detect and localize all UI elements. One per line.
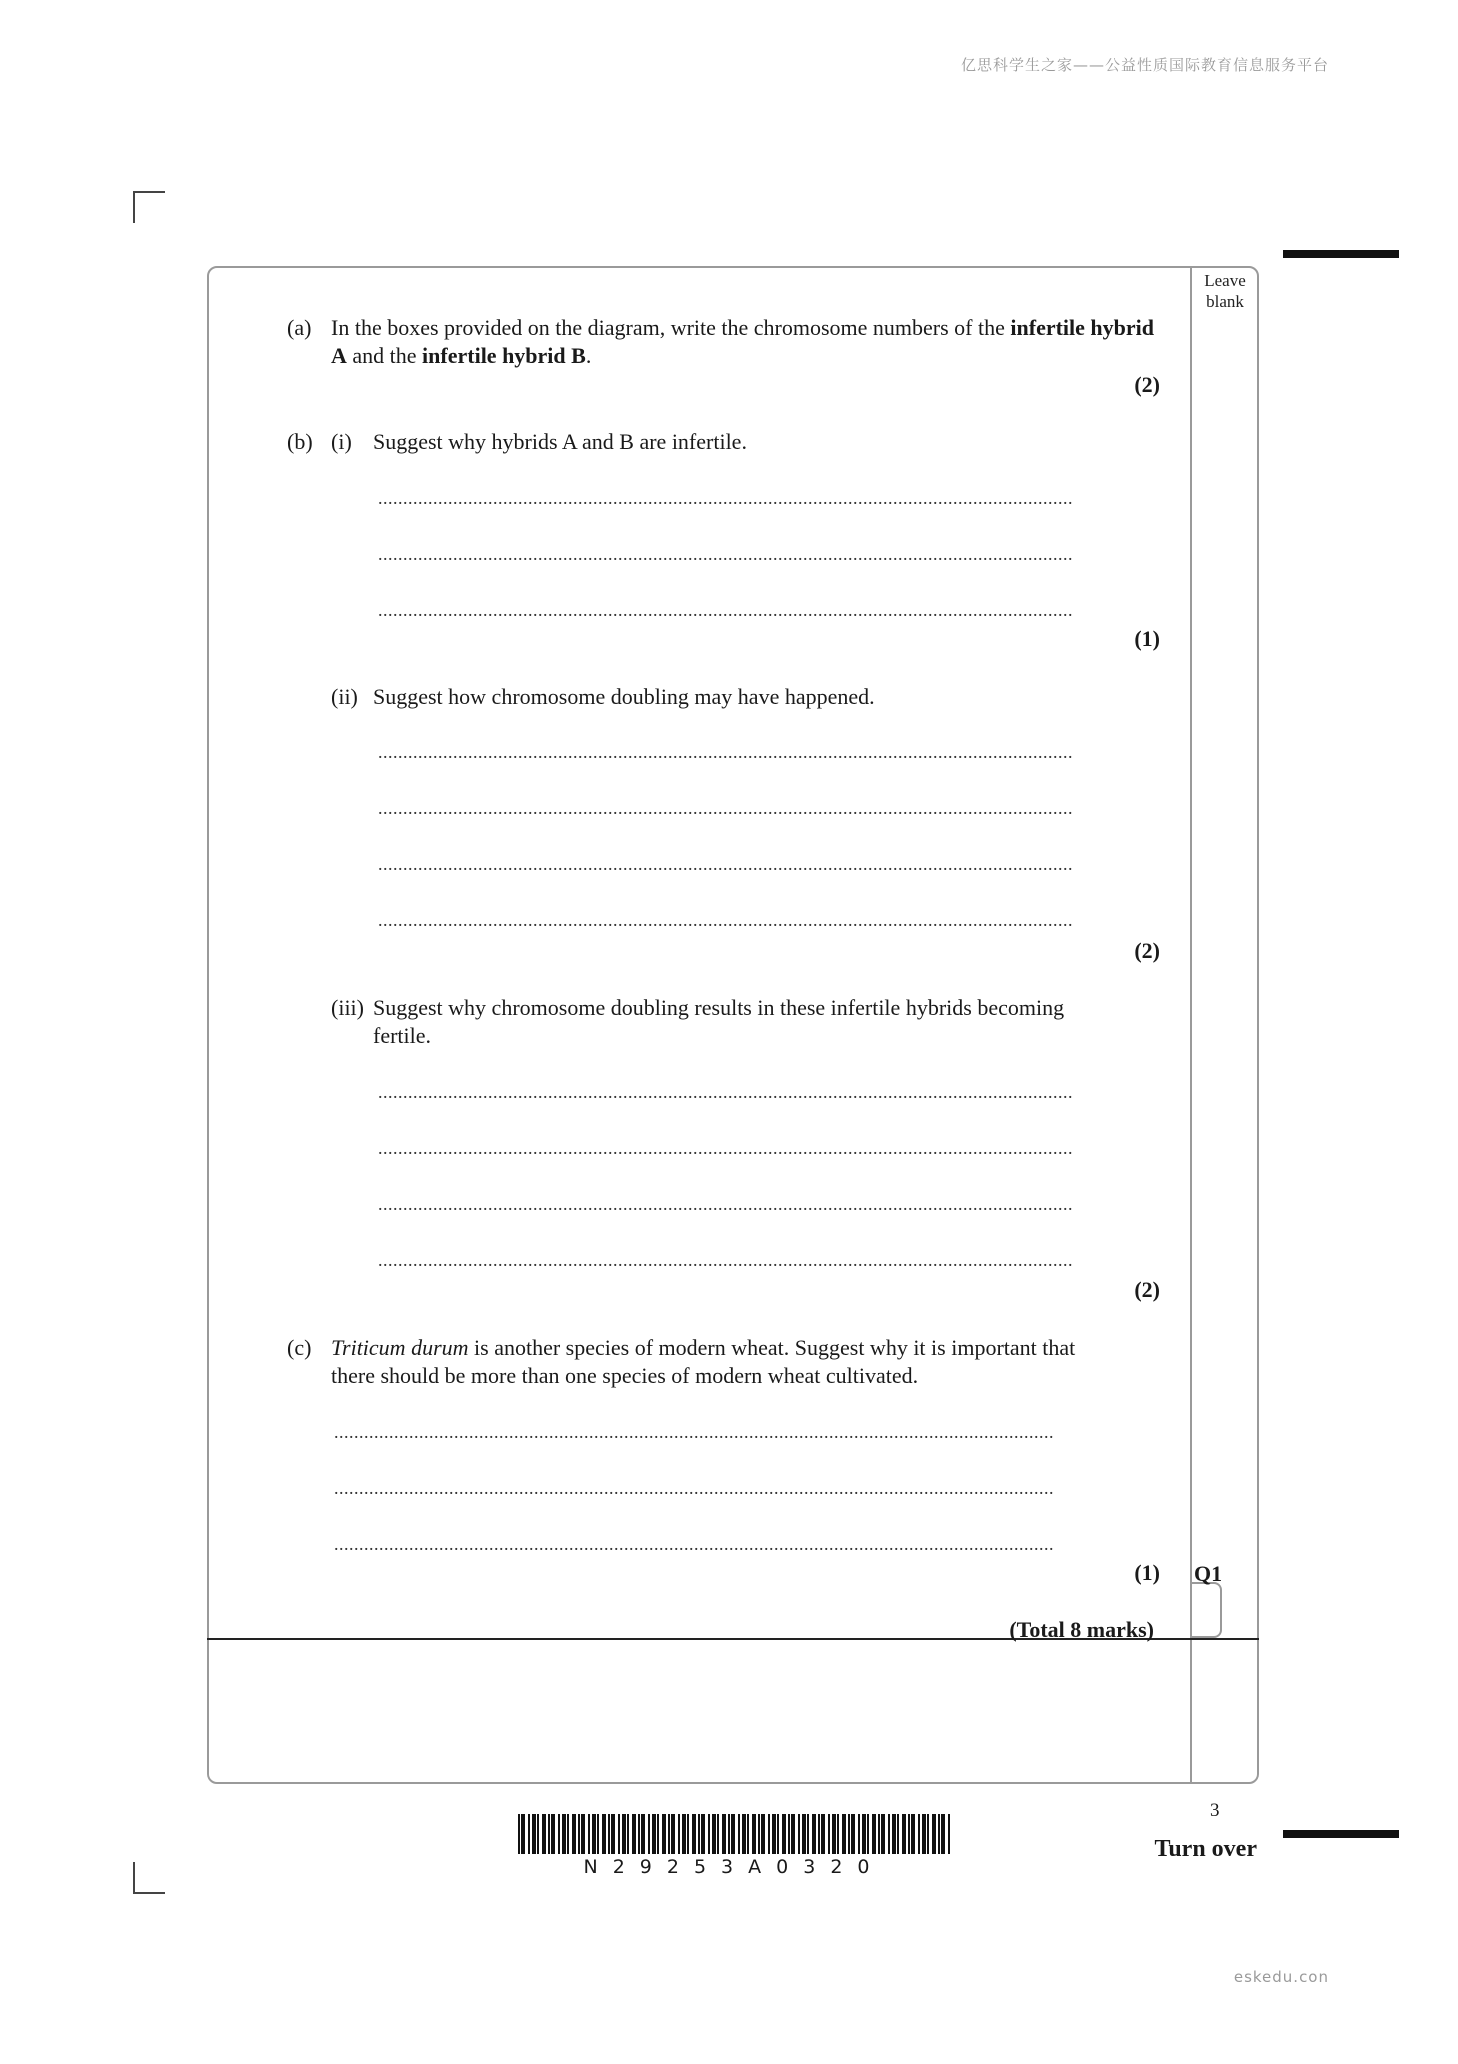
barcode-bar: [657, 1814, 659, 1854]
q-b-i-label: (i): [331, 429, 352, 454]
answer-line-b-ii-3[interactable]: ...........................................................................................................................................: [378, 854, 1073, 874]
crop-mark-bottom-left: [133, 1862, 135, 1894]
barcode-bar: [791, 1814, 795, 1854]
barcode-bar: [911, 1814, 915, 1854]
leave-blank-label: Leave blank: [1204, 271, 1246, 311]
header-site-text: 亿思科学生之家——公益性质国际教育信息服务平台: [960, 56, 1329, 74]
answer-line-c-3[interactable]: ................................................................................................................................................: [334, 1534, 1054, 1554]
barcode-bar: [687, 1814, 689, 1854]
q-b-i-marks: (1): [1134, 626, 1160, 651]
barcode-bar: [821, 1814, 825, 1854]
barcode-bar: [747, 1814, 749, 1854]
barcode-bar: [572, 1814, 576, 1854]
barcode-bar: [698, 1814, 700, 1854]
barcode-bar: [528, 1814, 530, 1854]
barcode-bar: [588, 1814, 590, 1854]
barcode-text: N29253A0320: [583, 1856, 885, 1878]
barcode-bar: [892, 1814, 896, 1854]
barcode-bar: [738, 1814, 740, 1854]
barcode-bar: [802, 1814, 806, 1854]
answer-line-b-i-2[interactable]: ...........................................................................................................................................: [378, 544, 1073, 564]
barcode-bar: [828, 1814, 830, 1854]
barcode-bar: [752, 1814, 756, 1854]
answer-line-b-ii-1[interactable]: ...........................................................................................................................................: [378, 742, 1073, 762]
barcode-bar: [597, 1814, 599, 1854]
barcode-bar: [708, 1814, 710, 1854]
barcode-bar: [608, 1814, 610, 1854]
barcode-bar: [837, 1814, 839, 1854]
barcode-bar: [537, 1814, 539, 1854]
barcode-bar: [551, 1814, 555, 1854]
q-c-text-line1: Triticum durum is another species of modern wheat. Suggest why it is important that: [331, 1335, 1076, 1360]
q-c-label: (c): [287, 1335, 312, 1360]
rule-bottom-right: [1283, 1830, 1399, 1838]
barcode-bar: [862, 1814, 866, 1854]
barcode-bar: [842, 1814, 846, 1854]
q-a-text: In the boxes provided on the diagram, write the chromosome numbers of the infertile hybrid A and the infertile hybrid B.: [331, 315, 1154, 368]
q-b-ii-marks: (2): [1134, 938, 1160, 963]
barcode-bar: [848, 1814, 850, 1854]
answer-line-b-iii-4[interactable]: ...........................................................................................................................................: [378, 1250, 1073, 1270]
barcode-bar: [927, 1814, 929, 1854]
crop-mark-top-left: [133, 191, 135, 223]
barcode-bar: [611, 1814, 615, 1854]
barcode-bar: [782, 1814, 786, 1854]
barcode-bar: [581, 1814, 585, 1854]
answer-line-b-i-1[interactable]: ...........................................................................................................................................: [378, 488, 1073, 508]
barcode-bar: [532, 1814, 536, 1854]
barcode-bar: [717, 1814, 719, 1854]
barcode-bar: [728, 1814, 730, 1854]
barcode-bar: [867, 1814, 869, 1854]
barcode-bar: [851, 1814, 855, 1854]
answer-line-b-ii-4[interactable]: ...........................................................................................................................................: [378, 910, 1073, 930]
barcode-bar: [648, 1814, 650, 1854]
barcode-bar: [671, 1814, 675, 1854]
barcode-bar: [768, 1814, 770, 1854]
barcode-bar: [548, 1814, 550, 1854]
barcode-bar: [542, 1814, 546, 1854]
barcode-bar: [622, 1814, 626, 1854]
barcode-bar: [662, 1814, 666, 1854]
barcode-bar: [558, 1814, 560, 1854]
barcode-bar: [832, 1814, 836, 1854]
barcode-bar: [758, 1814, 760, 1854]
barcode-bar: [872, 1814, 876, 1854]
answer-line-b-iii-1[interactable]: ...........................................................................................................................................: [378, 1082, 1073, 1102]
answer-line-c-1[interactable]: ................................................................................................................................................: [334, 1422, 1054, 1442]
barcode-bar: [602, 1814, 606, 1854]
q-a-label: (a): [287, 315, 312, 340]
barcode-bar: [897, 1814, 899, 1854]
barcode-bar: [632, 1814, 636, 1854]
barcode-bar: [788, 1814, 790, 1854]
barcode-bar: [938, 1814, 940, 1854]
answer-line-b-i-3[interactable]: ...........................................................................................................................................: [378, 600, 1073, 620]
barcode-bar: [567, 1814, 569, 1854]
barcode-bar: [798, 1814, 800, 1854]
barcode-bar: [518, 1814, 520, 1854]
barcode-bar: [777, 1814, 779, 1854]
barcode-bar: [878, 1814, 880, 1854]
barcode-bar: [618, 1814, 620, 1854]
q-b-iii-text-line1: Suggest why chromosome doubling results in these infertile hybrids becoming: [373, 995, 1065, 1020]
q-c-text-line2: there should be more than one species of modern wheat cultivated.: [331, 1363, 919, 1388]
barcode-bar: [812, 1814, 816, 1854]
q-b-i-text: Suggest why hybrids A and B are infertile.: [373, 429, 747, 454]
barcode-bar: [627, 1814, 629, 1854]
barcode-bar: [701, 1814, 705, 1854]
barcode: [518, 1814, 950, 1854]
barcode-bar: [932, 1814, 936, 1854]
q-b-iii-text-line2: fertile.: [373, 1023, 432, 1048]
answer-line-b-ii-2[interactable]: ...........................................................................................................................................: [378, 798, 1073, 818]
barcode-bar: [682, 1814, 686, 1854]
barcode-bar: [712, 1814, 716, 1854]
q-b-label: (b): [287, 429, 313, 454]
barcode-bar: [922, 1814, 926, 1854]
barcode-bar: [638, 1814, 640, 1854]
barcode-bar: [881, 1814, 885, 1854]
barcode-bar: [918, 1814, 920, 1854]
turn-over-label: Turn over: [1154, 1836, 1257, 1862]
page-number: 3: [1210, 1800, 1220, 1821]
footer-site-text: eskedu.con: [1233, 1968, 1329, 1986]
barcode-bar: [652, 1814, 656, 1854]
q-b-ii-label: (ii): [331, 684, 358, 709]
barcode-bar: [521, 1814, 525, 1854]
barcode-bar: [908, 1814, 910, 1854]
barcode-bar: [678, 1814, 680, 1854]
barcode-bar: [941, 1814, 945, 1854]
barcode-bar: [578, 1814, 580, 1854]
barcode-bar: [858, 1814, 860, 1854]
barcode-bar: [818, 1814, 820, 1854]
question-tag: Q1: [1194, 1561, 1223, 1586]
barcode-bar: [761, 1814, 765, 1854]
crop-mark-top-left-h: [133, 191, 165, 193]
answer-line-b-iii-3[interactable]: ...........................................................................................................................................: [378, 1194, 1073, 1214]
answer-line-c-2[interactable]: ................................................................................................................................................: [334, 1478, 1054, 1498]
barcode-bar: [592, 1814, 596, 1854]
q-a-marks: (2): [1134, 372, 1160, 397]
answer-line-b-iii-2[interactable]: ...........................................................................................................................................: [378, 1138, 1073, 1158]
crop-mark-bottom-left-h: [133, 1892, 165, 1894]
q-b-iii-label: (iii): [331, 995, 364, 1020]
barcode-bar: [742, 1814, 746, 1854]
barcode-bar: [641, 1814, 645, 1854]
barcode-bar: [731, 1814, 735, 1854]
barcode-bar: [692, 1814, 696, 1854]
barcode-bar: [948, 1814, 950, 1854]
barcode-bar: [807, 1814, 809, 1854]
leave-blank-column-line: [1190, 266, 1192, 1784]
q-b-iii-marks: (2): [1134, 1277, 1160, 1302]
barcode-bar: [668, 1814, 670, 1854]
q-b-ii-text: Suggest how chromosome doubling may have happened.: [373, 684, 875, 709]
rule-top-right: [1283, 250, 1399, 258]
total-marks: (Total 8 marks): [1009, 1617, 1154, 1642]
q-c-marks: (1): [1134, 1560, 1160, 1585]
barcode-bar: [562, 1814, 566, 1854]
barcode-bar: [888, 1814, 890, 1854]
barcode-bar: [722, 1814, 726, 1854]
barcode-bar: [902, 1814, 906, 1854]
q1-mark-box[interactable]: [1190, 1582, 1222, 1638]
barcode-bar: [772, 1814, 776, 1854]
